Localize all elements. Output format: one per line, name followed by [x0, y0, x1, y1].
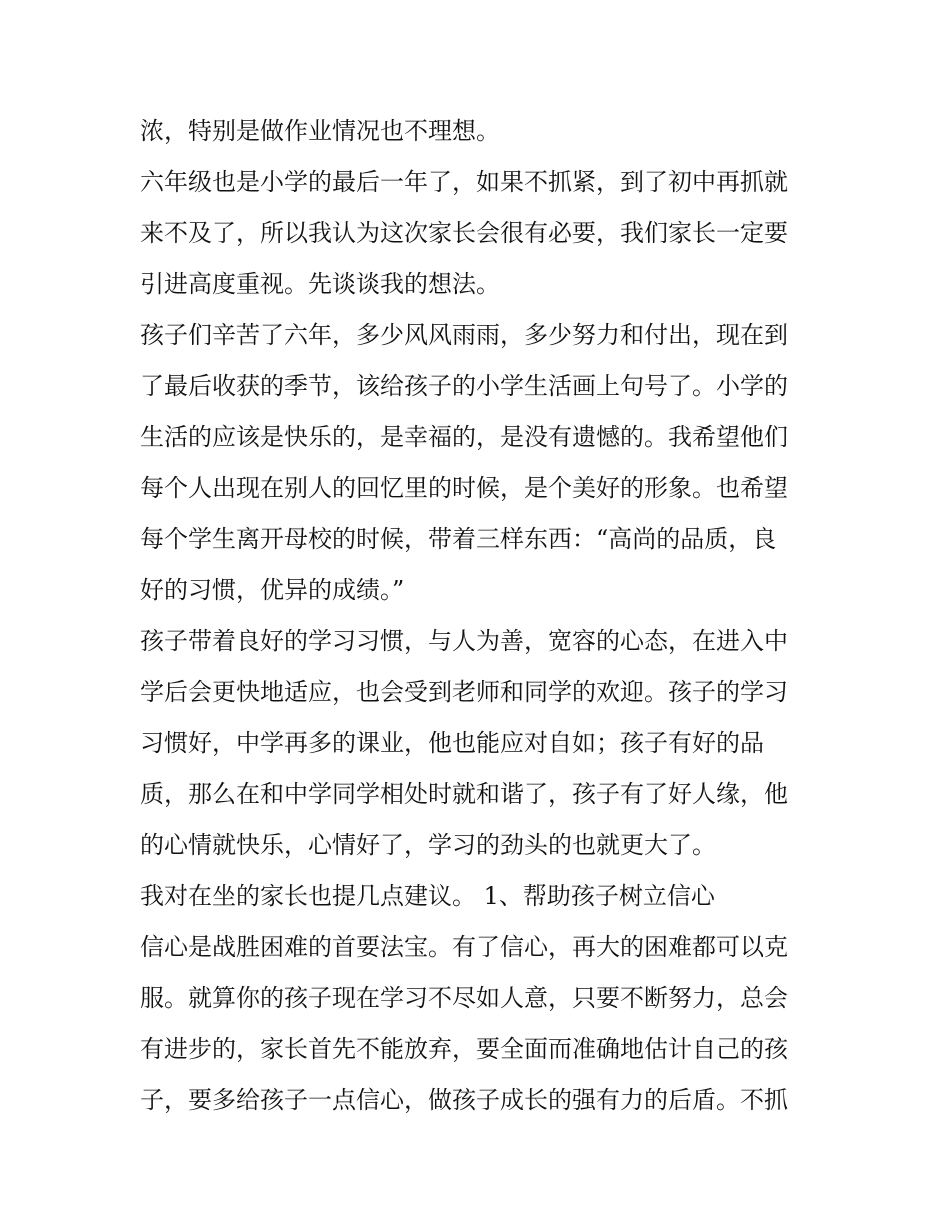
text-line: 六年级也是小学的最后一年了，如果不抓紧，到了初中再抓就 — [140, 168, 788, 196]
text-line: 学后会更快地适应，也会受到老师和同学的欢迎。孩子的学习 — [140, 678, 788, 706]
text-line: 好的习惯，优异的成绩。” — [140, 576, 405, 604]
text-line: 孩子带着良好的学习习惯，与人为善，宽容的心态，在进入中 — [140, 627, 788, 655]
text-line: 孩子们辛苦了六年，多少风风雨雨，多少努力和付出，现在到 — [140, 321, 788, 349]
text-line: 每个学生离开母校的时候，带着三样东西：“高尚的品质，良 — [140, 525, 777, 553]
text-line: 我对在坐的家长也提几点建议。 1、帮助孩子树立信心 — [140, 882, 715, 910]
text-line: 有进步的，家长首先不能放弃，要全面而准确地估计自己的孩 — [140, 1035, 788, 1063]
text-line: 的心情就快乐，心情好了，学习的劲头的也就更大了。 — [140, 831, 716, 859]
text-line: 信心是战胜困难的首要法宝。有了信心，再大的困难都可以克 — [140, 933, 788, 961]
text-line: 质，那么在和中学同学相处时就和谐了，孩子有了好人缘，他 — [140, 780, 788, 808]
text-line: 引进高度重视。先谈谈我的想法。 — [140, 270, 500, 298]
text-line: 来不及了，所以我认为这次家长会很有必要，我们家长一定要 — [140, 219, 788, 247]
body-text — [140, 106, 820, 1126]
text-line: 了最后收获的季节，该给孩子的小学生活画上句号了。小学的 — [140, 372, 788, 400]
text-line: 每个人出现在别人的回忆里的时候，是个美好的形象。也希望 — [140, 474, 788, 502]
text-line: 习惯好，中学再多的课业，他也能应对自如；孩子有好的品 — [140, 729, 764, 757]
text-line: 服。就算你的孩子现在学习不尽如人意，只要不断努力，总会 — [140, 984, 788, 1012]
text-line: 浓，特别是做作业情况也不理想。 — [140, 117, 500, 145]
text-line: 子，要多给孩子一点信心，做孩子成长的强有力的后盾。不抓 — [140, 1086, 788, 1114]
text-line: 生活的应该是快乐的，是幸福的，是没有遗憾的。我希望他们 — [140, 423, 788, 451]
